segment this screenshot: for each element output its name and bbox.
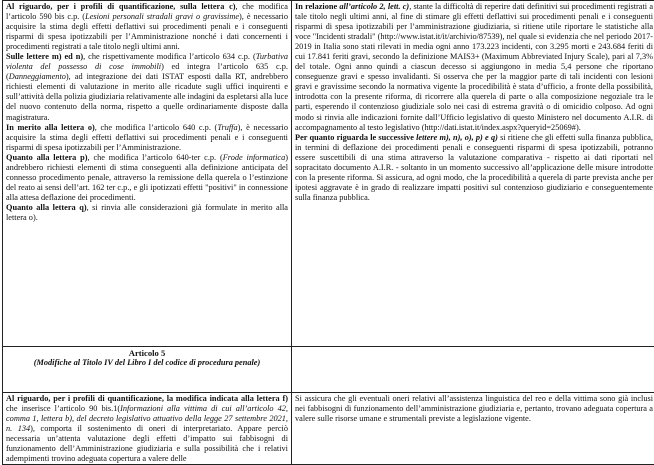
paragraph xyxy=(6,203,288,223)
text-run: , che modifica l’articolo 590 bis c.p. ( xyxy=(6,2,288,21)
text-run: In merito alla lettera o) xyxy=(6,123,95,132)
paragraph xyxy=(295,394,653,424)
comparison-table xyxy=(2,0,654,465)
text-run: In relazione xyxy=(295,2,339,11)
text-run: Truffa xyxy=(217,123,237,132)
table-row xyxy=(3,393,654,465)
paragraph xyxy=(6,2,288,52)
text-run: ), ad integrazione dei dati ISTAT esposti dalla RT, andrebbero richiesti elementi di valutazione in merito alle ricadute sugli uffici inquirenti e sull’attività della polizia giudiziaria relativamente alle indagini da espletarsi alla luce del nuovo contenuto della norma, rispetto a quelle ordinariamente disposte dalla magistratura. xyxy=(6,72,288,121)
article-heading-cell xyxy=(3,347,292,393)
text-run: , che modifica l’articolo 640-ter c.p. ( xyxy=(88,153,223,162)
paragraph xyxy=(295,133,653,203)
paragraph xyxy=(295,2,653,133)
text-run: Per quanto riguarda le successive xyxy=(295,133,416,142)
right-top-cell xyxy=(292,1,654,347)
text-run: Quanto alla lettera p) xyxy=(6,153,88,162)
text-run: Al riguardo, per i profili di quantificazione, la modifica indicata alla lettera f) xyxy=(6,394,288,403)
text-run: ) andrebbero richiesti elementi di stima conseguenti alla definizione anticipata del connesso procedimento penale, attraverso la remissione della querela o l’estinzione del reato ai sensi dell’art. 162 ter c.p., e gli ipotizzati effetti "positivi" in connessione alla attesa deflazione dei procedimenti. xyxy=(6,153,288,202)
text-run: Quanto alla lettera q) xyxy=(6,203,87,212)
paragraph xyxy=(6,52,288,122)
right-bottom-cell xyxy=(292,393,654,465)
text-run: Informazioni alla vittima di cui all’articolo 42, comma 1, lettera b), del decreto legislativo attuativo della legge 27 settembre 2021, n. 134 xyxy=(6,404,288,433)
text-run: Danneggiamento xyxy=(9,72,66,81)
text-run: lettere m), n), o), p) e q) xyxy=(416,133,498,142)
left-bottom-cell xyxy=(3,393,292,465)
article-title: Articolo 5 xyxy=(6,348,288,358)
paragraph xyxy=(6,153,288,203)
text-run: Turbativa violenta del possesso di cose immobili xyxy=(6,52,288,71)
right-top-content xyxy=(295,2,653,203)
paragraph xyxy=(6,394,288,464)
right-bottom-content xyxy=(295,394,653,424)
text-run: si ritiene che gli effetti sulla finanza pubblica, in termini di deflazione dei procedimenti penali e conseguenti risparmi di spesa ipotizzabili, potranno essere suscettibili di una stima attraverso la valutazione comparativa - rispetto ai dati riportati nel sopracitato documento A.I.R. - soltanto in un momento successivo all’applicazione delle misure introdotte con la presente riforma. Si assicura, ad ogni modo, che la procedibilità a querela di parte prevista anche per ipotesi aggravate è in grado di realizzare impatti positivi sul contenzioso giudiziario e conseguentemente sulla finanza pubblica. xyxy=(295,133,653,202)
text-run: , si rinvia alle considerazioni già formulate in merito alla lettera o). xyxy=(6,203,288,222)
text-run: , che modifica l’articolo 640 c.p. ( xyxy=(95,123,218,132)
text-run: Lesioni personali stradali gravi o gravissime xyxy=(85,12,239,21)
table-row xyxy=(3,347,654,393)
text-run: ), è necessario acquisire la stima degli effetti deflattivi sui procedimenti penali e i conseguenti risparmi di spesa ipotizzabili per l’Amministrazione. xyxy=(6,123,288,152)
text-run: , che rispettivamente modifica l’articolo 634 c.p. ( xyxy=(83,52,256,61)
article-subtitle: (Modifiche al Titolo IV del Libro I del codice di procedura penale) xyxy=(6,358,288,368)
left-top-content xyxy=(6,2,288,223)
text-run: all’articolo 2, lett. c) xyxy=(339,2,409,11)
text-run: che inserisce l’articolo 90 bis.1( xyxy=(6,404,120,413)
left-bottom-content xyxy=(6,394,288,464)
text-run: Si assicura che gli eventuali oneri relativi all’assistenza linguistica del reo e della vittima sono già inclusi nei fabbisogni di funzionamento dell’amministrazione giudiziaria e, pertanto, trovano adeguata copertura a valere sulle risorse umane e strumentali previste a legislazione vigente. xyxy=(295,394,653,423)
paragraph xyxy=(6,123,288,153)
text-run: ) ed integra l’articolo 635 c.p. ( xyxy=(6,62,288,81)
left-top-cell xyxy=(3,1,292,347)
text-run: Sulle lettere m) ed n) xyxy=(6,52,83,61)
table-row xyxy=(3,1,654,347)
text-run: ), comporta il sostenimento di oneri di interpretariato. Appare perciò necessaria un’attenta valutazione degli effetti d’impatto sui fabbisogni di funzionamento dell’Amministrazione giudiziaria e sulla possibilità che i relativi adempimenti trovino adeguata copertura a valere delle xyxy=(6,424,288,463)
article-heading-empty-cell xyxy=(292,347,654,393)
text-run: Frode informatica xyxy=(223,153,286,162)
text-run: , stante la difficoltà di reperire dati definitivi sui procedimenti registrati a tale titolo negli ultimi anni, al fine di stimare gli effetti deflattivi sui procedimenti penali e i conseguenti risparmi di spesa ipotizzabili per l’amministrazione giudiziaria, si ritiene utile riportare le statistiche alla voce "Incidenti stradali" (http://www.istat.it/it/archivio/87539), nel quale si evidenzia che nel periodo 2017-2019 in Italia sono stati rilevati in media ogni anno 173.223 incidenti, con 3.295 morti e 243.684 feriti di cui 17.841 feriti gravi, secondo la definizione MAIS3+ (Maximum Abbreviated Injury Scale), pari al 7,3% del totale. Ogni anno quindi a ciascun decesso si aggiungono in media 5,4 persone che riportano conseguenze gravi e spesso invalidanti. Si osserva che per la maggior parte di tali incidenti con lesioni gravi e gravissime secondo la normativa vigente la procedibilità è stata d’ufficio, a fronte della possibilità, introdotta con la presente riforma, di ricorrere alla querela di parte o alla composizione negoziale tra le parti, esperendo il contenzioso giudiziale solo nei casi di estrema gravità o di omicidio colposo. Ad ogni modo si rinvia alle indicazioni fornite dall’Ufficio legislativo di questo Ministero nel documento A.I.R. di accompagnamento al testo legislativo (http://dati.istat.it/index.aspx?queryid=25069#). xyxy=(295,2,653,132)
text-run: ), è necessario acquisire la stima degli effetti deflattivi sui procedimenti penali e i conseguenti risparmi di spesa ipotizzabili per l’Amministrazione nonché i dati concernenti i procedimenti registrati a tale titolo negli ultimi anni. xyxy=(6,12,288,51)
text-run: Al riguardo, per i profili di quantificazione, sulla lettera c) xyxy=(6,2,236,11)
